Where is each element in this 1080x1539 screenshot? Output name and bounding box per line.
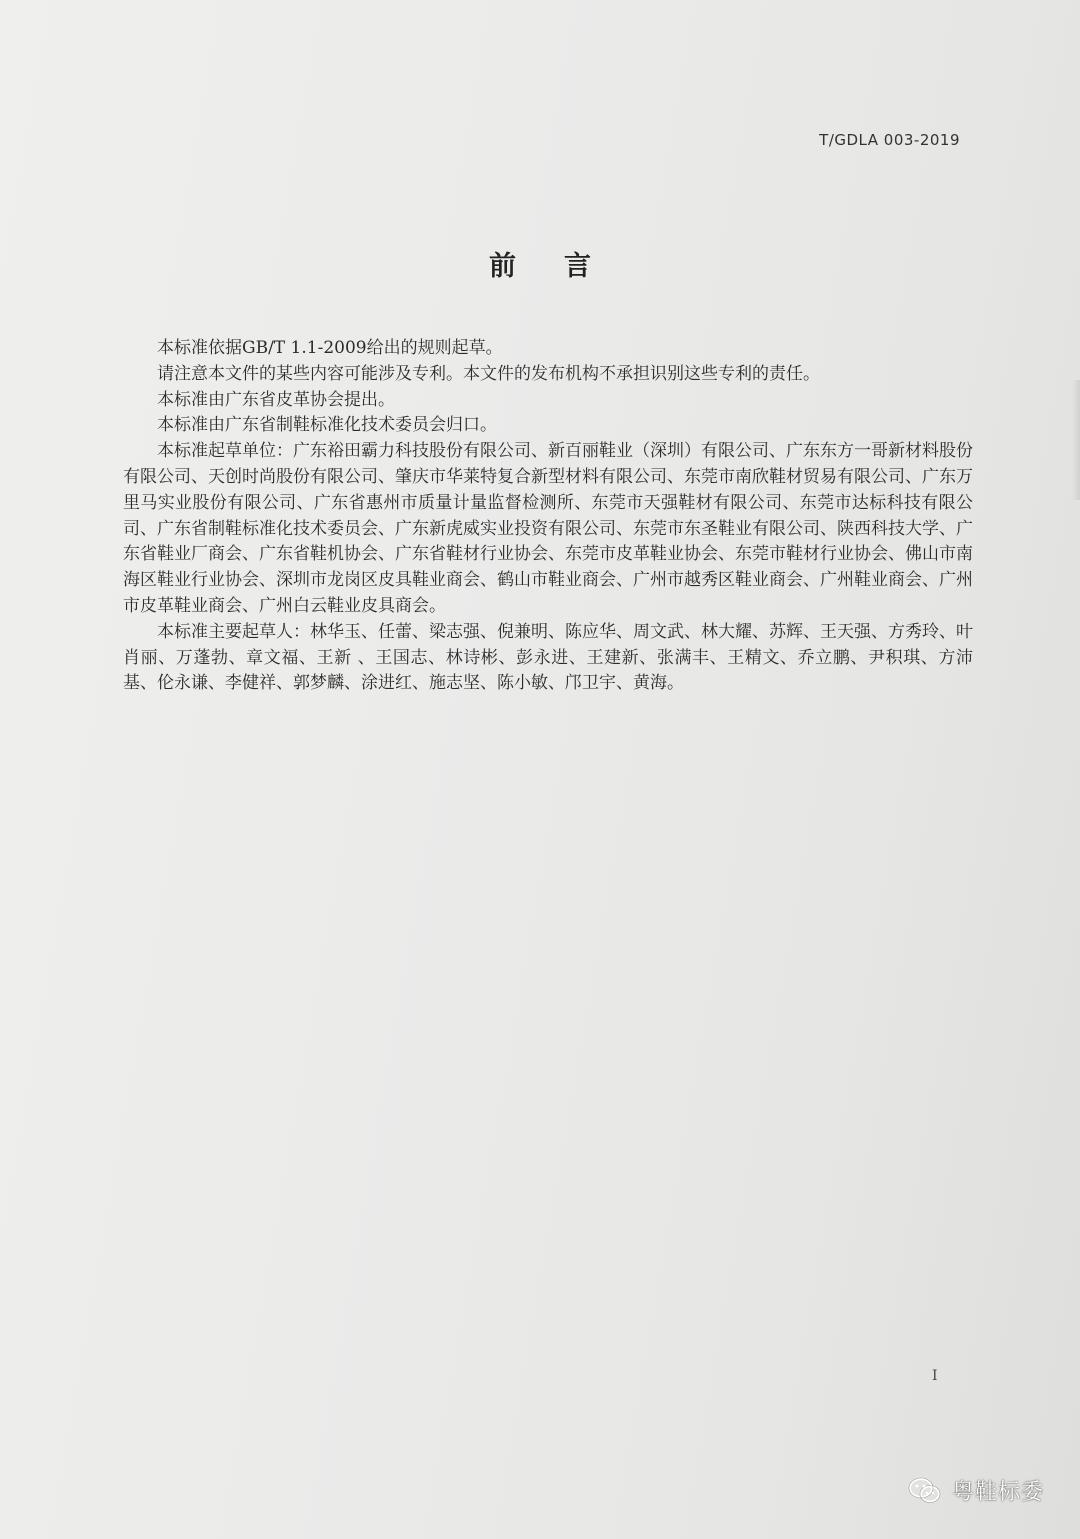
- paragraph-under-jurisdiction: 本标准由广东省制鞋标准化技术委员会归口。: [157, 415, 497, 436]
- wechat-icon: [908, 1476, 942, 1506]
- document-code: T/GDLA 003-2019: [819, 131, 960, 149]
- paragraph-proposed-by: 本标准由广东省皮革协会提出。: [157, 389, 395, 410]
- document-body: [123, 336, 973, 697]
- paragraph-main-drafters: 本标准主要起草人：林华玉、任蕾、梁志强、倪兼明、陈应华、周文武、林大耀、苏辉、王天强、方秀玲、叶肖丽、万蓬勃、章文福、王新 、王国志、林诗彬、彭永进、王建新、张满丰、王精文、乔立鹏、尹积琪、方沛基、伦永谦、李健祥、郭梦麟、涂进红、施志坚、陈小敏、邝卫宇、黄海。: [123, 621, 973, 694]
- watermark-text: 粤鞋标委: [951, 1480, 1044, 1505]
- page-title: 前言: [489, 251, 639, 282]
- page-fold-shadow: [1072, 380, 1080, 500]
- page-number: I: [932, 1368, 938, 1384]
- watermark: [908, 1475, 1044, 1506]
- paragraph-drafting-rules: 本标准依据GB/T 1.1-2009给出的规则起草。: [157, 338, 503, 358]
- paragraph-patent-notice: 请注意本文件的某些内容可能涉及专利。本文件的发布机构不承担识别这些专利的责任。: [157, 363, 820, 384]
- paragraph-drafting-units: 本标准起草单位：广东裕田霸力科技股份有限公司、新百丽鞋业（深圳）有限公司、广东东方一哥新材料股份有限公司、天创时尚股份有限公司、肇庆市华莱特复合新型材料有限公司、东莞市南欣鞋材贸易有限公司、广东万里马实业股份有限公司、广东省惠州市质量计量监督检测所、东莞市天强鞋材有限公司、东莞市达标科技有限公司、广东省制鞋标准化技术委员会、广东新虎威实业投资有限公司、东莞市东圣鞋业有限公司、陕西科技大学、广东省鞋业厂商会、广东省鞋机协会、广东省鞋材行业协会、东莞市皮革鞋业协会、东莞市鞋材行业协会、佛山市南海区鞋业行业协会、深圳市龙岗区皮具鞋业商会、鹤山市鞋业商会、广州市越秀区鞋业商会、广州鞋业商会、广州市皮革鞋业商会、广州白云鞋业皮具商会。: [123, 441, 973, 616]
